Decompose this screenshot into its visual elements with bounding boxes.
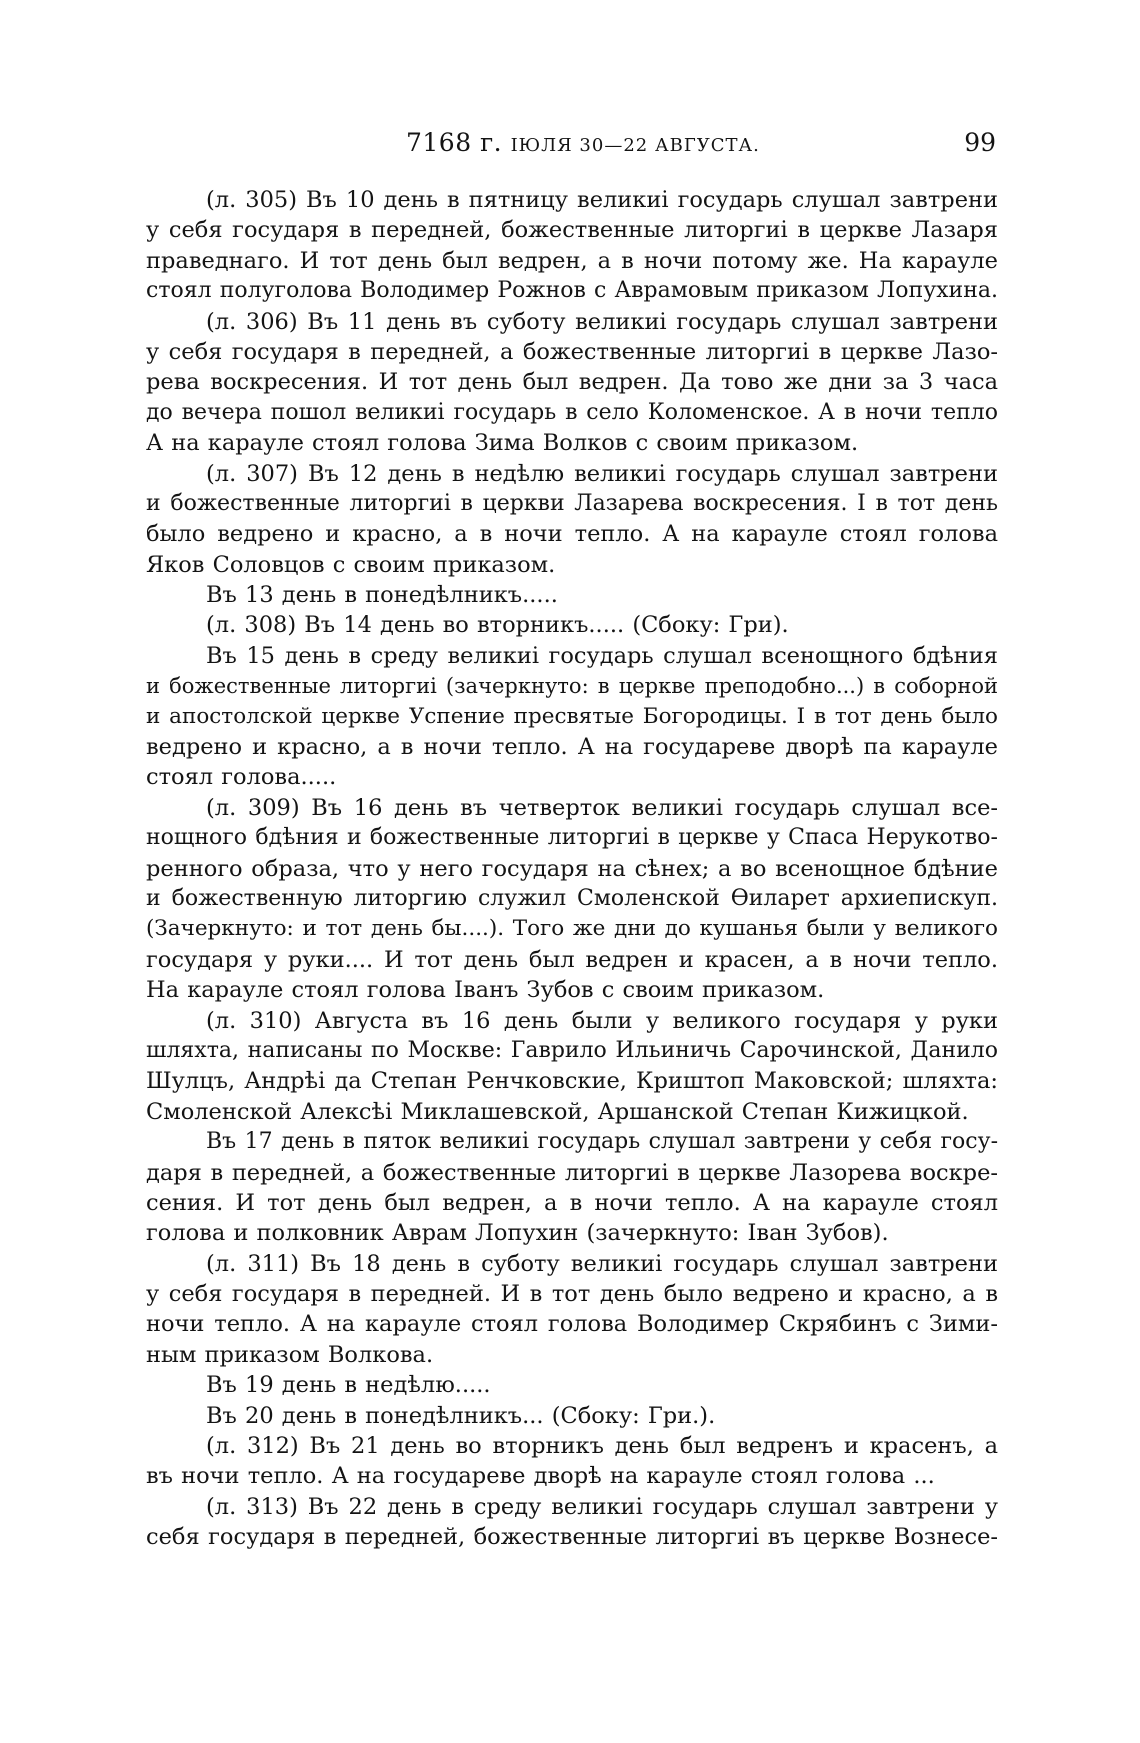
text-line: ренного образа, что у него государя на сѣнех; а во всенощное бдѣние — [146, 855, 998, 882]
text-line: (л. 312) Въ 21 день во вторникъ день был ведренъ и красенъ, а — [206, 1433, 998, 1460]
text-line: праведнаго. И тот день был ведрен, а в ночи потому же. На карауле — [146, 247, 998, 274]
text-line: (л. 310) Августа въ 16 день были у великого государя у руки — [206, 1007, 998, 1034]
text-line: Въ 20 день в понедѣлникъ... (Сбоку: Гри.). — [206, 1402, 716, 1429]
text-line: у себя государя в передней. И в тот день было ведрено и красно, а в — [146, 1281, 998, 1308]
text-line: ным приказом Волкова. — [146, 1341, 434, 1368]
text-line: На карауле стоял голова Іванъ Зубов с своим приказом. — [146, 977, 825, 1004]
text-line: шляхта, написаны по Москве: Гаврило Ильиничь Сарочинской, Данило — [146, 1037, 998, 1063]
text-line: рева воскресения. И тот день был ведрен. Да тово же дни за 3 часа — [146, 369, 998, 396]
text-line: (л. 309) Въ 16 день въ четверток великиі государь слушал все- — [206, 794, 998, 821]
page-number: 99 — [964, 128, 996, 157]
text-line: и божественную литоргию служил Смоленской Ѳиларет архиепискуп. — [146, 885, 998, 911]
text-line: Яков Соловцов с своим приказом. — [146, 551, 556, 578]
text-line: Смоленской Алексѣі Миклашевской, Аршанской Степан Кижицкой. — [146, 1098, 969, 1125]
text-line: у себя государя в передней, а божественные литоргиі в церкве Лазо- — [146, 338, 998, 365]
text-line: и божественные литоргиі в церкви Лазарева воскресения. І в тот день — [146, 490, 998, 516]
text-line: сения. И тот день был ведрен, а в ночи тепло. А на карауле стоял — [146, 1189, 998, 1216]
text-line: и апостолской церкве Успение пресвятые Богородицы. І в тот день было — [146, 703, 998, 729]
title-year: 7168 г. — [406, 128, 511, 157]
text-line: было ведрено и красно, а в ночи тепло. А на карауле стоял голова — [146, 521, 998, 548]
text-line: (л. 308) Въ 14 день во вторникъ..... (Сбоку: Гри). — [206, 612, 789, 639]
text-line: А на карауле стоял голова Зима Волков с своим приказом. — [146, 430, 859, 457]
text-line: и божественные литоргиі (зачеркнуто: в церкве преподобно...) в соборной — [146, 674, 998, 699]
text-line: государя у руки.... И тот день был ведрен и красен, а в ночи тепло. — [146, 946, 998, 973]
text-line: (Зачеркнуто: и тот день бы....). Того же дни до кушанья были у великого — [146, 916, 998, 942]
text-line: (л. 307) Въ 12 день в недѣлю великиі государь слушал завтрени — [206, 460, 998, 487]
text-line: Шулцъ, Андрѣі да Степан Ренчковские, Криштоп Маковской; шляхта: — [146, 1068, 998, 1095]
text-line: ночи тепло. А на карауле стоял голова Володимер Скрябинъ с Зими- — [146, 1311, 998, 1338]
text-line: ведрено и красно, а в ночи тепло. А на государеве дворѣ па карауле — [146, 734, 998, 761]
text-line: стоял полуголова Володимер Рожнов с Аврамовым приказом Лопухина. — [146, 278, 998, 304]
running-head — [146, 122, 996, 162]
text-line: себя государя в передней, божественные литоргиі въ церкве Вознесе- — [146, 1524, 998, 1551]
text-line: Въ 15 день в среду великиі государь слушал всенощного бдѣния — [206, 642, 998, 669]
text-line: Въ 17 день в пяток великиі государь слушал завтрени у себя госу- — [206, 1129, 998, 1155]
text-line: до вечера пошол великиі государь в село Коломенское. А в ночи тепло — [146, 399, 998, 425]
text-line: голова и полковник Аврам Лопухин (зачеркнуто: Іван Зубов). — [146, 1220, 889, 1247]
text-line: у себя государя в передней, божественные литоргиі в церкве Лазаря — [146, 217, 998, 244]
text-line: въ ночи тепло. А на государеве дворѣ на карауле стоял голова ... — [146, 1463, 935, 1490]
text-line: нощного бдѣния и божественные литоргиі в церкве у Спаса Нерукотво- — [146, 825, 998, 851]
text-line: Въ 19 день в недѣлю..... — [206, 1372, 491, 1399]
text-line: стоял голова..... — [146, 764, 337, 791]
body-text — [146, 185, 998, 1553]
text-line: (л. 305) Въ 10 день в пятницу великиі государь слушал завтрени — [206, 187, 998, 213]
text-line: (л. 313) Въ 22 день в среду великиі государь слушал завтрени у — [206, 1493, 998, 1520]
text-line: Въ 13 день в понедѣлникъ..... — [206, 582, 558, 609]
text-line: даря в передней, а божественные литоргиі в церкве Лазорева воскре- — [146, 1159, 998, 1186]
title-date-range: ІЮЛЯ 30—22 АВГУСТА. — [510, 135, 760, 156]
text-line: (л. 311) Въ 18 день в суботу великиі государь слушал завтрени — [206, 1250, 998, 1277]
running-head-title — [406, 128, 760, 157]
text-line: (л. 306) Въ 11 день въ суботу великиі государь слушал завтрени — [206, 308, 998, 335]
